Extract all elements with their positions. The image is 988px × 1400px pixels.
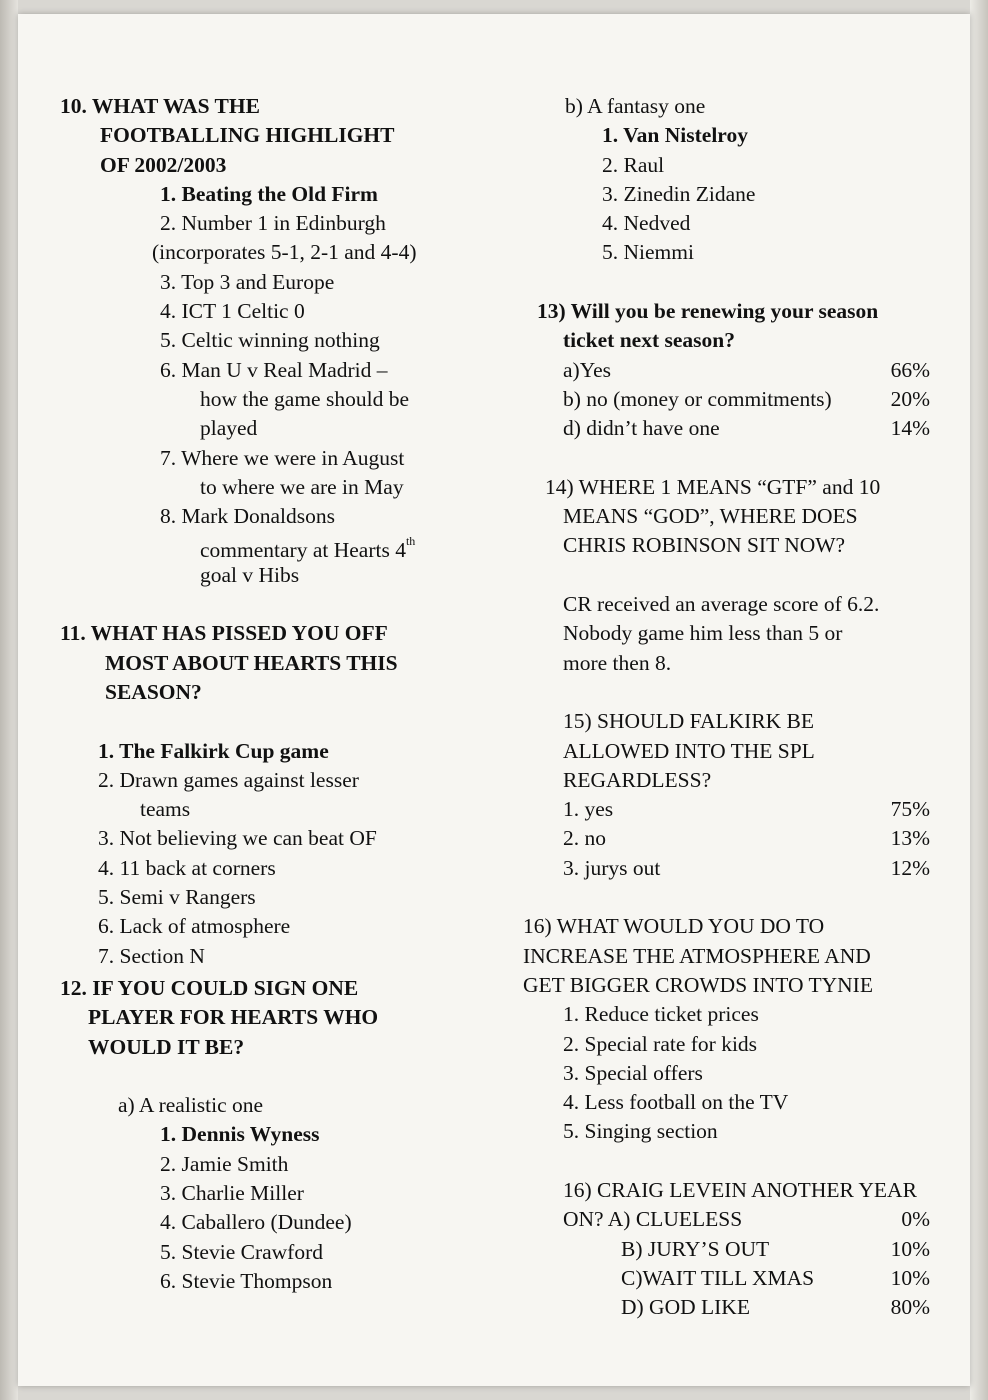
list-item: 4. Nedved <box>602 211 691 236</box>
list-item: 1. Beating the Old Firm <box>160 181 378 206</box>
list-item <box>60 531 500 563</box>
list-item: 3. Special offers <box>563 1060 703 1085</box>
list-item: 6. Man U v Real Madrid – <box>160 357 388 382</box>
question-title: PLAYER FOR HEARTS WHO <box>88 1005 379 1030</box>
question-title: 15) SHOULD FALKIRK BE <box>563 709 815 734</box>
question-title: 13) Will you be renewing your season <box>537 299 879 324</box>
answer-text: CR received an average score of 6.2. <box>563 592 880 617</box>
list-item: 4. 11 back at corners <box>98 855 276 880</box>
answer-row <box>545 414 930 443</box>
answer-value: 14% <box>890 416 930 441</box>
question-title: INCREASE THE ATMOSPHERE AND <box>523 943 871 968</box>
answer-row <box>545 824 930 853</box>
list-item: 3. Not believing we can beat OF <box>98 826 377 851</box>
list-item: 5. Semi v Rangers <box>98 885 256 910</box>
list-item: 2. Jamie Smith <box>160 1151 289 1176</box>
answer-row <box>545 385 930 414</box>
answer-row <box>545 1293 930 1322</box>
answer-label: b) no (money or commitments) <box>563 386 832 411</box>
superscript: th <box>405 534 416 549</box>
list-item: 3. Zinedin Zidane <box>602 181 756 206</box>
left-column <box>60 92 500 1296</box>
question-title: OF 2002/2003 <box>100 152 227 177</box>
list-item: 3. Top 3 and Europe <box>160 269 335 294</box>
question-12 <box>60 974 500 1296</box>
list-item: 5. Stevie Crawford <box>160 1239 324 1264</box>
page-binding-left <box>0 0 18 1400</box>
answer-label: D) GOD LIKE <box>621 1295 750 1320</box>
answer-row <box>545 795 930 824</box>
question-title: ALLOWED INTO THE SPL <box>563 738 815 763</box>
question-title: ticket next season? <box>563 328 735 353</box>
list-item: 5. Celtic winning nothing <box>160 328 380 353</box>
question-title: MOST ABOUT HEARTS THIS <box>105 650 398 675</box>
question-12-fantasy <box>545 92 930 268</box>
list-item: 1. Dennis Wyness <box>160 1122 320 1147</box>
list-item: 4. ICT 1 Celtic 0 <box>160 299 305 324</box>
list-item-text: commentary at Hearts 4 <box>200 538 406 563</box>
list-item: 1. The Falkirk Cup game <box>98 738 329 763</box>
list-item: 2. Raul <box>602 152 665 177</box>
answer-row <box>545 1205 930 1234</box>
question-title: MEANS “GOD”, WHERE DOES <box>563 504 858 529</box>
question-15 <box>545 707 930 883</box>
list-item: 2. Special rate for kids <box>563 1031 758 1056</box>
answer-label: d) didn’t have one <box>563 416 720 441</box>
question-14 <box>545 473 930 678</box>
answer-value: 13% <box>890 826 930 851</box>
answer-row <box>545 854 930 883</box>
list-item: 5. Singing section <box>563 1119 718 1144</box>
page-binding-right <box>970 0 988 1400</box>
answer-label: ON? A) CLUELESS <box>563 1207 743 1232</box>
answer-row <box>545 356 930 385</box>
question-title: 16) WHAT WOULD YOU DO TO <box>523 914 825 939</box>
answer-value: 80% <box>890 1295 930 1320</box>
list-item: 2. Number 1 in Edinburgh <box>160 211 386 236</box>
answer-label: 2. no <box>563 826 606 851</box>
question-13 <box>537 297 930 443</box>
question-title: WOULD IT BE? <box>88 1034 245 1059</box>
option-label: b) A fantasy one <box>565 94 706 118</box>
list-item: 4. Caballero (Dundee) <box>160 1210 352 1235</box>
list-item: 3. Charlie Miller <box>160 1180 304 1205</box>
list-item: how the game should be <box>200 386 409 411</box>
answer-label: 1. yes <box>563 797 614 822</box>
question-title: 11. WHAT HAS PISSED YOU OFF <box>60 621 388 646</box>
answer-value: 75% <box>890 797 930 822</box>
question-title: 10. WHAT WAS THE <box>60 94 260 118</box>
list-item: 7. Section N <box>98 943 205 968</box>
answer-label: 3. jurys out <box>563 855 661 880</box>
question-title: 16) CRAIG LEVEIN ANOTHER YEAR <box>563 1177 917 1202</box>
question-title: CHRIS ROBINSON SIT NOW? <box>563 533 846 558</box>
right-column <box>523 92 930 1322</box>
list-item: played <box>200 416 258 441</box>
question-title: 14) WHERE 1 MEANS “GTF” and 10 <box>545 474 881 499</box>
list-item: 6. Stevie Thompson <box>160 1268 333 1293</box>
list-item: 5. Niemmi <box>602 240 694 265</box>
list-item: 8. Mark Donaldsons <box>160 504 335 529</box>
list-item: 1. Van Nistelroy <box>602 123 748 148</box>
list-item: to where we are in May <box>200 474 404 499</box>
question-10 <box>60 92 500 590</box>
question-title: FOOTBALLING HIGHLIGHT <box>100 123 395 148</box>
answer-value: 12% <box>890 855 930 880</box>
answer-label: B) JURY’S OUT <box>621 1236 770 1261</box>
question-title: 12. IF YOU COULD SIGN ONE <box>60 975 359 1000</box>
answer-value: 10% <box>890 1265 930 1290</box>
question-16-levein <box>545 1176 930 1322</box>
list-item: (incorporates 5-1, 2-1 and 4-4) <box>152 240 417 265</box>
question-16-atmosphere <box>523 912 930 1146</box>
list-item: 1. Reduce ticket prices <box>563 1002 759 1027</box>
answer-value: 0% <box>901 1207 930 1232</box>
answer-value: 10% <box>890 1236 930 1261</box>
list-item: 2. Drawn games against lesser <box>98 767 359 792</box>
question-title: REGARDLESS? <box>563 767 712 792</box>
list-item: 7. Where we were in August <box>160 445 405 470</box>
question-11 <box>60 619 500 971</box>
answer-row <box>545 1264 930 1293</box>
question-title: GET BIGGER CROWDS INTO TYNIE <box>523 972 873 997</box>
answer-text: Nobody game him less than 5 or <box>563 621 843 646</box>
option-label: a) A realistic one <box>118 1093 264 1118</box>
answer-label: a)Yes <box>563 357 611 382</box>
list-item: goal v Hibs <box>200 562 300 587</box>
answer-label: C)WAIT TILL XMAS <box>621 1265 815 1290</box>
answer-value: 66% <box>890 357 930 382</box>
answer-value: 20% <box>890 386 930 411</box>
list-item: 6. Lack of atmosphere <box>98 914 291 939</box>
answer-text: more then 8. <box>563 650 672 675</box>
list-item: teams <box>140 797 191 822</box>
answer-row <box>545 1235 930 1264</box>
question-title: SEASON? <box>105 679 202 704</box>
list-item: 4. Less football on the TV <box>563 1090 789 1115</box>
